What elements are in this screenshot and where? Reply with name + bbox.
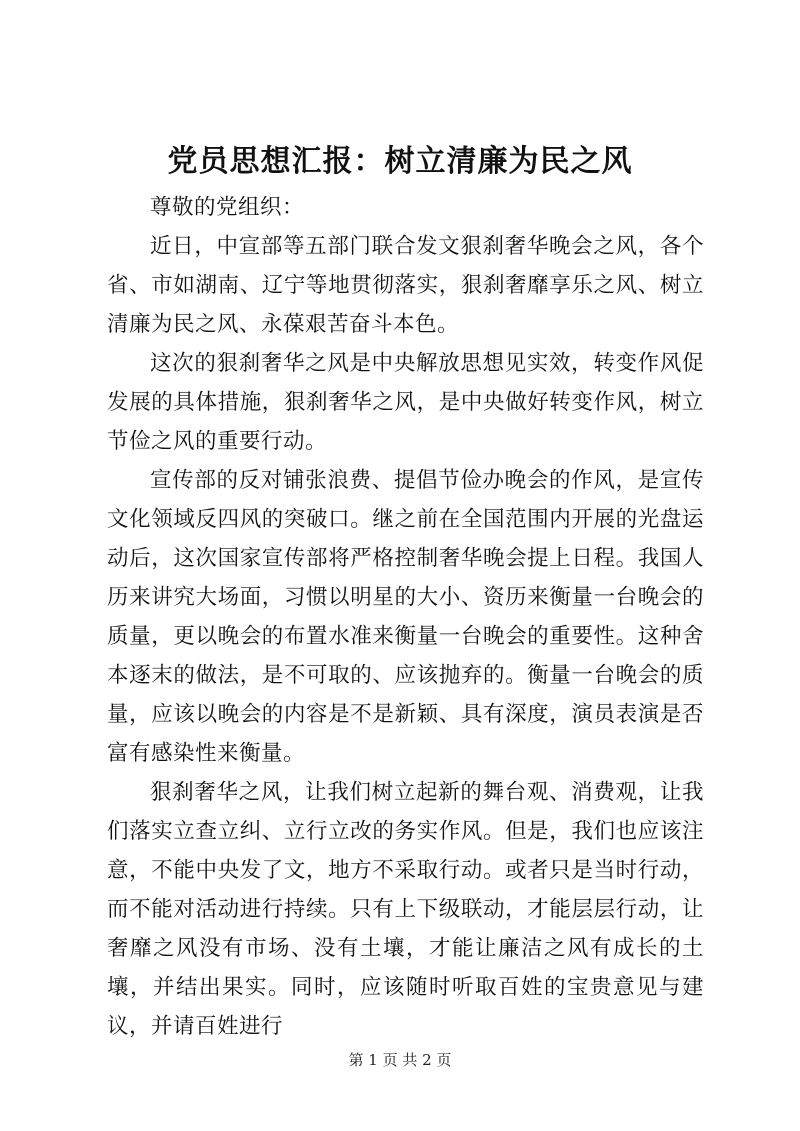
page-number-footer: 第 1 页 共 2 页 [348,1051,452,1069]
paragraph-4: 狠刹奢华之风，让我们树立起新的舞台观、消费观，让我们落实立查立纠、立行立改的务实作风。但是，我们也应该注意，不能中央发了文，地方不采取行动。或者只是当时行动，而不能对活动进行持续。只有上下级联动，才能层层行动，让奢靡之风没有市场、没有土壤，才能让廉洁之风有成长的土壤，并结出果实。同时，应该随时听取百姓的宝贵意见与建议，并请百姓进行 [107,780,704,1039]
paragraph-3: 宣传部的反对铺张浪费、提倡节俭办晚会的作风，是宣传文化领域反四风的突破口。继之前在全国范围内开展的光盘运动后，这次国家宣传部将严格控制奢华晚会提上日程。我国人历来讲究大场面，习惯以明星的大小、资历来衡量一台晚会的质量，更以晚会的布置水准来衡量一台晚会的重要性。这种舍本逐末的做法，是不可取的、应该抛弃的。衡量一台晚会的质量，应该以晚会的内容是不是新颖、具有深度，演员表演是否富有感染性来衡量。 [107,468,704,766]
salutation: 尊敬的党组织： [150,195,305,220]
paragraph-1: 近日，中宣部等五部门联合发文狠刹奢华晚会之风，各个省、市如湖南、辽宁等地贯彻落实，狠刹奢靡享乐之风、树立清廉为民之风、永葆艰苦奋斗本色。 [107,234,704,337]
document-body [107,188,704,1046]
paragraph-2: 这次的狠刹奢华之风是中央解放思想见实效，转变作风促发展的具体措施，狠刹奢华之风，是中央做好转变作风，树立节俭之风的重要行动。 [107,351,704,454]
document-title: 党员思想汇报：树立清廉为民之风 [167,144,633,179]
